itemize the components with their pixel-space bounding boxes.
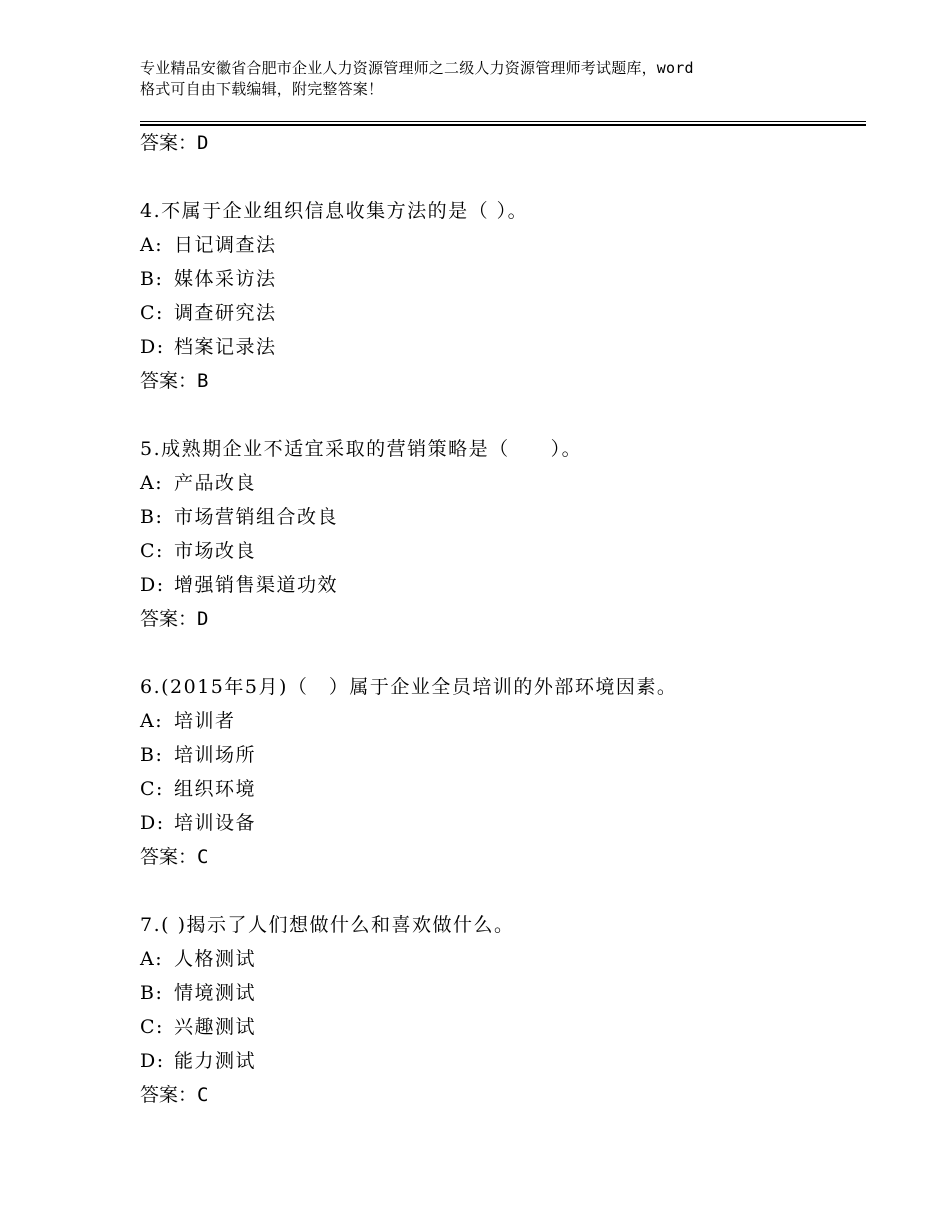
- option-text: 人格测试: [174, 948, 257, 970]
- option-text: 情境测试: [174, 982, 257, 1004]
- option-letter: C:: [140, 540, 164, 562]
- option-b: [140, 976, 860, 1010]
- option-c: [140, 534, 860, 568]
- option-letter: D:: [140, 574, 165, 596]
- option-letter: A:: [140, 948, 164, 970]
- question-6: [140, 670, 860, 874]
- option-text: 市场改良: [174, 540, 257, 562]
- option-text: 兴趣测试: [174, 1016, 257, 1038]
- question-stem: 5.成熟期企业不适宜采取的营销策略是（ ）。: [140, 438, 583, 460]
- option-b: [140, 500, 860, 534]
- option-text: 组织环境: [174, 778, 257, 800]
- option-text: 媒体采访法: [174, 268, 277, 290]
- option-letter: A:: [140, 710, 164, 732]
- option-text: 培训场所: [174, 744, 257, 766]
- option-letter: A:: [140, 234, 164, 256]
- option-letter: C:: [140, 302, 164, 324]
- option-c: [140, 1010, 860, 1044]
- option-letter: C:: [140, 1016, 164, 1038]
- answer-line: 答案：D: [140, 608, 209, 630]
- option-c: [140, 772, 860, 806]
- option-letter: C:: [140, 778, 164, 800]
- question-5: [140, 432, 860, 636]
- option-letter: D:: [140, 812, 165, 834]
- answer-line: 答案：D: [140, 132, 209, 154]
- option-d: [140, 1044, 860, 1078]
- option-b: [140, 738, 860, 772]
- option-a: [140, 704, 860, 738]
- option-letter: D:: [140, 1050, 165, 1072]
- question-stem: 6.(2015年5月)（ ）属于企业全员培训的外部环境因素。: [140, 676, 678, 698]
- option-letter: D:: [140, 336, 165, 358]
- header-line-1: 专业精品安徽省合肥市企业人力资源管理师之二级人力资源管理师考试题库，word: [140, 59, 694, 77]
- option-d: [140, 568, 860, 602]
- option-text: 产品改良: [174, 472, 257, 494]
- option-c: [140, 296, 860, 330]
- option-letter: B:: [140, 506, 164, 528]
- answer-line: 答案：B: [140, 370, 209, 392]
- option-d: [140, 330, 860, 364]
- header-line-2: 格式可自由下载编辑，附完整答案！: [140, 80, 384, 98]
- option-text: 档案记录法: [174, 336, 277, 358]
- header-divider-thin: [140, 121, 866, 122]
- option-text: 日记调查法: [174, 234, 277, 256]
- page-header: [140, 58, 840, 100]
- option-letter: B:: [140, 982, 164, 1004]
- question-stem: 7.( )揭示了人们想做什么和喜欢做什么。: [140, 914, 515, 936]
- option-a: [140, 228, 860, 262]
- option-text: 培训设备: [174, 812, 257, 834]
- option-letter: A:: [140, 472, 164, 494]
- question-4: [140, 194, 860, 398]
- question-stem: 4.不属于企业组织信息收集方法的是（ ）。: [140, 200, 529, 222]
- option-text: 增强销售渠道功效: [174, 574, 339, 596]
- option-a: [140, 466, 860, 500]
- option-d: [140, 806, 860, 840]
- option-text: 调查研究法: [174, 302, 277, 324]
- question-list: [140, 126, 860, 1112]
- option-text: 培训者: [174, 710, 236, 732]
- option-text: 市场营销组合改良: [174, 506, 339, 528]
- option-letter: B:: [140, 268, 164, 290]
- option-text: 能力测试: [174, 1050, 257, 1072]
- question-7: [140, 908, 860, 1112]
- option-a: [140, 942, 860, 976]
- option-letter: B:: [140, 744, 164, 766]
- option-b: [140, 262, 860, 296]
- answer-line: 答案：C: [140, 846, 209, 868]
- answer-line: 答案：C: [140, 1084, 209, 1106]
